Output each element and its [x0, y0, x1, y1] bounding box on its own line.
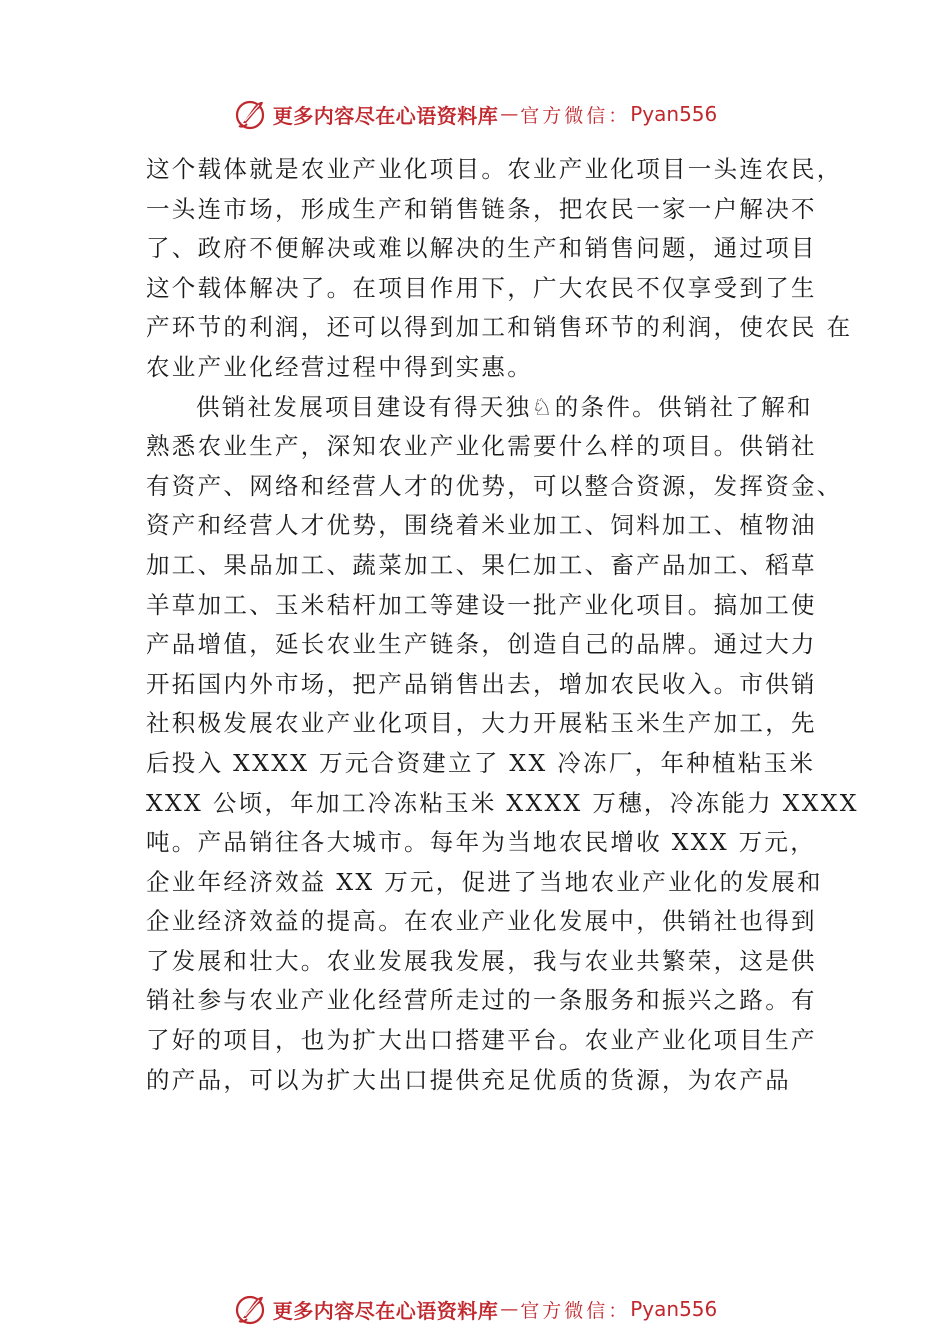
text-line: 销社参与农业产业化经营所走过的一条服务和振兴之路。有: [146, 986, 817, 1015]
text-line: 资产和经营人才优势，围绕着米业加工、饲料加工、植物油: [146, 511, 817, 540]
text-line: 了、政府不便解决或难以解决的生产和销售问题，通过项目: [146, 234, 817, 263]
wechat-label: 官方微信：: [520, 104, 631, 127]
brand-text: 更多内容尽在心语资料库: [272, 103, 499, 128]
text-line: 企业经济效益的提高。在农业产业化发展中，供销社也得到: [146, 907, 817, 936]
text-line: 社积极发展农业产业化项目，大力开展粘玉米生产加工，先: [146, 709, 817, 738]
text-line: XXX 公顷，年加工冷冻粘玉米 XXXX 万穗，冷冻能力 XXXX: [146, 788, 859, 817]
text-line: 农业产业化经营过程中得到实惠。: [146, 352, 533, 381]
banner-dash: —: [500, 1298, 519, 1320]
text-line: 的产品，可以为扩大出口提供充足优质的货源，为农产品: [146, 1065, 791, 1094]
text-line: 产品增值，延长农业生产链条，创造自己的品牌。通过大力: [146, 630, 817, 659]
wechat-id: Pyan556: [630, 1297, 718, 1321]
text-line: 企业年经济效益 XX 万元，促进了当地农业产业化的发展和: [146, 867, 823, 896]
quill-logo-icon: [233, 97, 267, 131]
text-line: 了发展和壮大。农业发展我发展，我与农业共繁荣，这是供: [146, 946, 817, 975]
text-line: 有资产、网络和经营人才的优势，可以整合资源，发挥资金、: [146, 471, 843, 500]
text-line: 开拓国内外市场，把产品销售出去，增加农民收入。市供销: [146, 669, 817, 698]
paragraph-start-line: 供销社发展项目建设有得天独♘的条件。供销社了解和: [196, 392, 813, 421]
quill-logo-icon: [233, 1292, 267, 1326]
footer-banner: [0, 1289, 950, 1329]
header-banner: [0, 94, 950, 134]
wechat-id: Pyan556: [630, 102, 718, 126]
text-line: 这个载体就是农业产业化项目。农业产业化项目一头连农民，: [146, 155, 843, 183]
document-body: [146, 150, 859, 1100]
text-line: 了好的项目，也为扩大出口搭建平台。农业产业化项目生产: [146, 1026, 817, 1055]
text-line: 熟悉农业生产，深知农业产业化需要什么样的项目。供销社: [146, 432, 817, 461]
text-line: 这个载体解决了。在项目作用下，广大农民不仅享受到了生: [146, 273, 817, 302]
text-line: 吨。产品销往各大城市。每年为当地农民增收 XXX 万元，: [146, 828, 817, 857]
banner-dash: —: [500, 103, 519, 125]
text-line: 加工、果品加工、蔬菜加工、果仁加工、畜产品加工、稻草: [146, 550, 817, 579]
text-line: 一头连市场，形成生产和销售链条，把农民一家一户解决不: [146, 194, 817, 223]
text-line: 羊草加工、玉米秸杆加工等建设一批产业化项目。搞加工使: [146, 590, 817, 619]
text-line: 后投入 XXXX 万元合资建立了 XX 冷冻厂，年种植粘玉米: [146, 748, 816, 777]
brand-text: 更多内容尽在心语资料库: [272, 1298, 499, 1323]
wechat-label: 官方微信：: [520, 1299, 631, 1322]
text-line: 产环节的利润，还可以得到加工和销售环节的利润，使农民 在: [146, 313, 853, 342]
